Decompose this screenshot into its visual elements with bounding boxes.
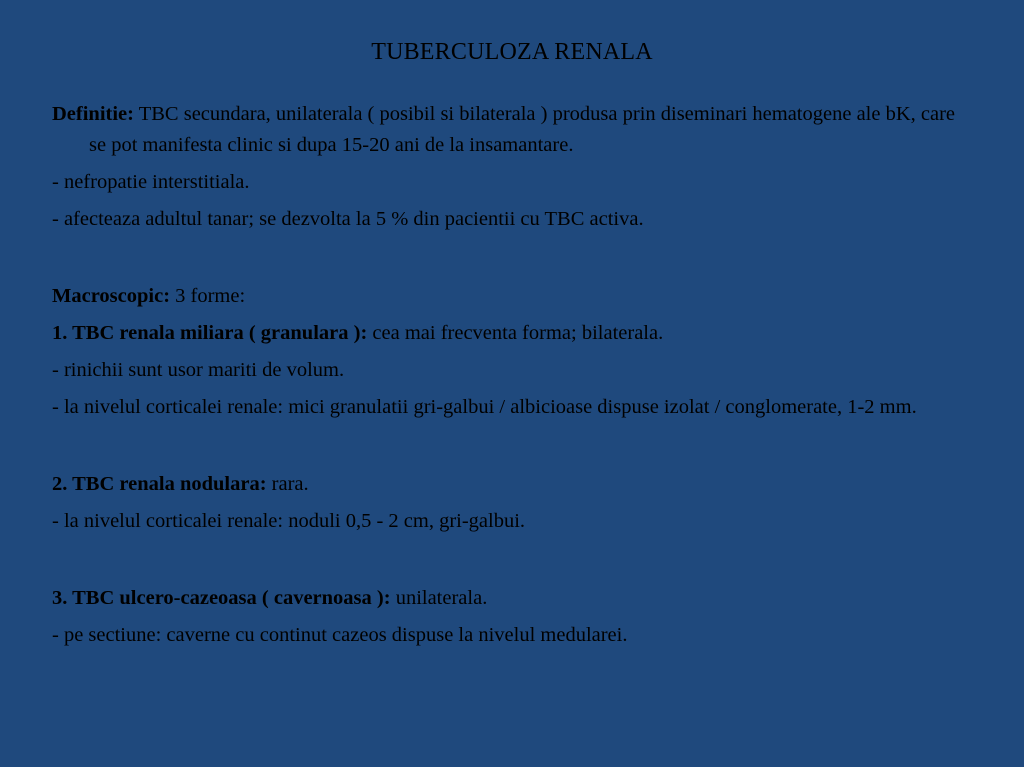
spacer xyxy=(52,241,972,281)
definition-paragraph xyxy=(52,99,972,161)
form-3-detail: - pe sectiune: caverne cu continut cazeos dispuse la nivelul medularei. xyxy=(52,624,628,646)
definition-text: TBC secundara, unilaterala ( posibil si bilaterala ) produsa prin diseminari hematogene ale bK, care se pot manifesta clinic si dupa 15-20 ani de la insamantare. xyxy=(89,103,956,156)
form-1-paragraph xyxy=(52,318,972,349)
spacer xyxy=(52,429,972,469)
slide-body xyxy=(52,99,972,657)
bullet-item: - afecteaza adultul tanar; se dezvolta la 5 % din pacientii cu TBC activa. xyxy=(52,208,644,230)
spacer xyxy=(52,543,972,583)
form-2-heading: 2. TBC renala nodulara: xyxy=(52,473,267,495)
form-3-heading: 3. TBC ulcero-cazeoasa ( cavernoasa ): xyxy=(52,587,391,609)
form-3-text: unilaterala. xyxy=(390,587,488,609)
macroscopic-text: 3 forme: xyxy=(170,285,246,307)
macroscopic-paragraph xyxy=(52,281,972,312)
form-1-heading: 1. TBC renala miliara ( granulara ): xyxy=(52,322,368,344)
macroscopic-label: Macroscopic: xyxy=(52,285,171,307)
bullet-item: - nefropatie interstitiala. xyxy=(52,171,250,193)
definition-label: Definitie: xyxy=(52,103,134,125)
form-1-detail: - rinichii sunt usor mariti de volum. xyxy=(52,359,345,381)
slide-title: TUBERCULOZA RENALA xyxy=(371,39,653,65)
form-2-text: rara. xyxy=(266,473,309,495)
form-1-detail: - la nivelul corticalei renale: mici granulatii gri-galbui / albicioase dispuse izolat / conglomerate, 1-2 mm. xyxy=(52,396,917,418)
form-1-text: cea mai frecventa forma; bilaterala. xyxy=(367,322,664,344)
form-3-paragraph xyxy=(52,583,972,614)
form-2-detail: - la nivelul corticalei renale: noduli 0,5 - 2 cm, gri-galbui. xyxy=(52,510,526,532)
form-2-paragraph xyxy=(52,469,972,500)
